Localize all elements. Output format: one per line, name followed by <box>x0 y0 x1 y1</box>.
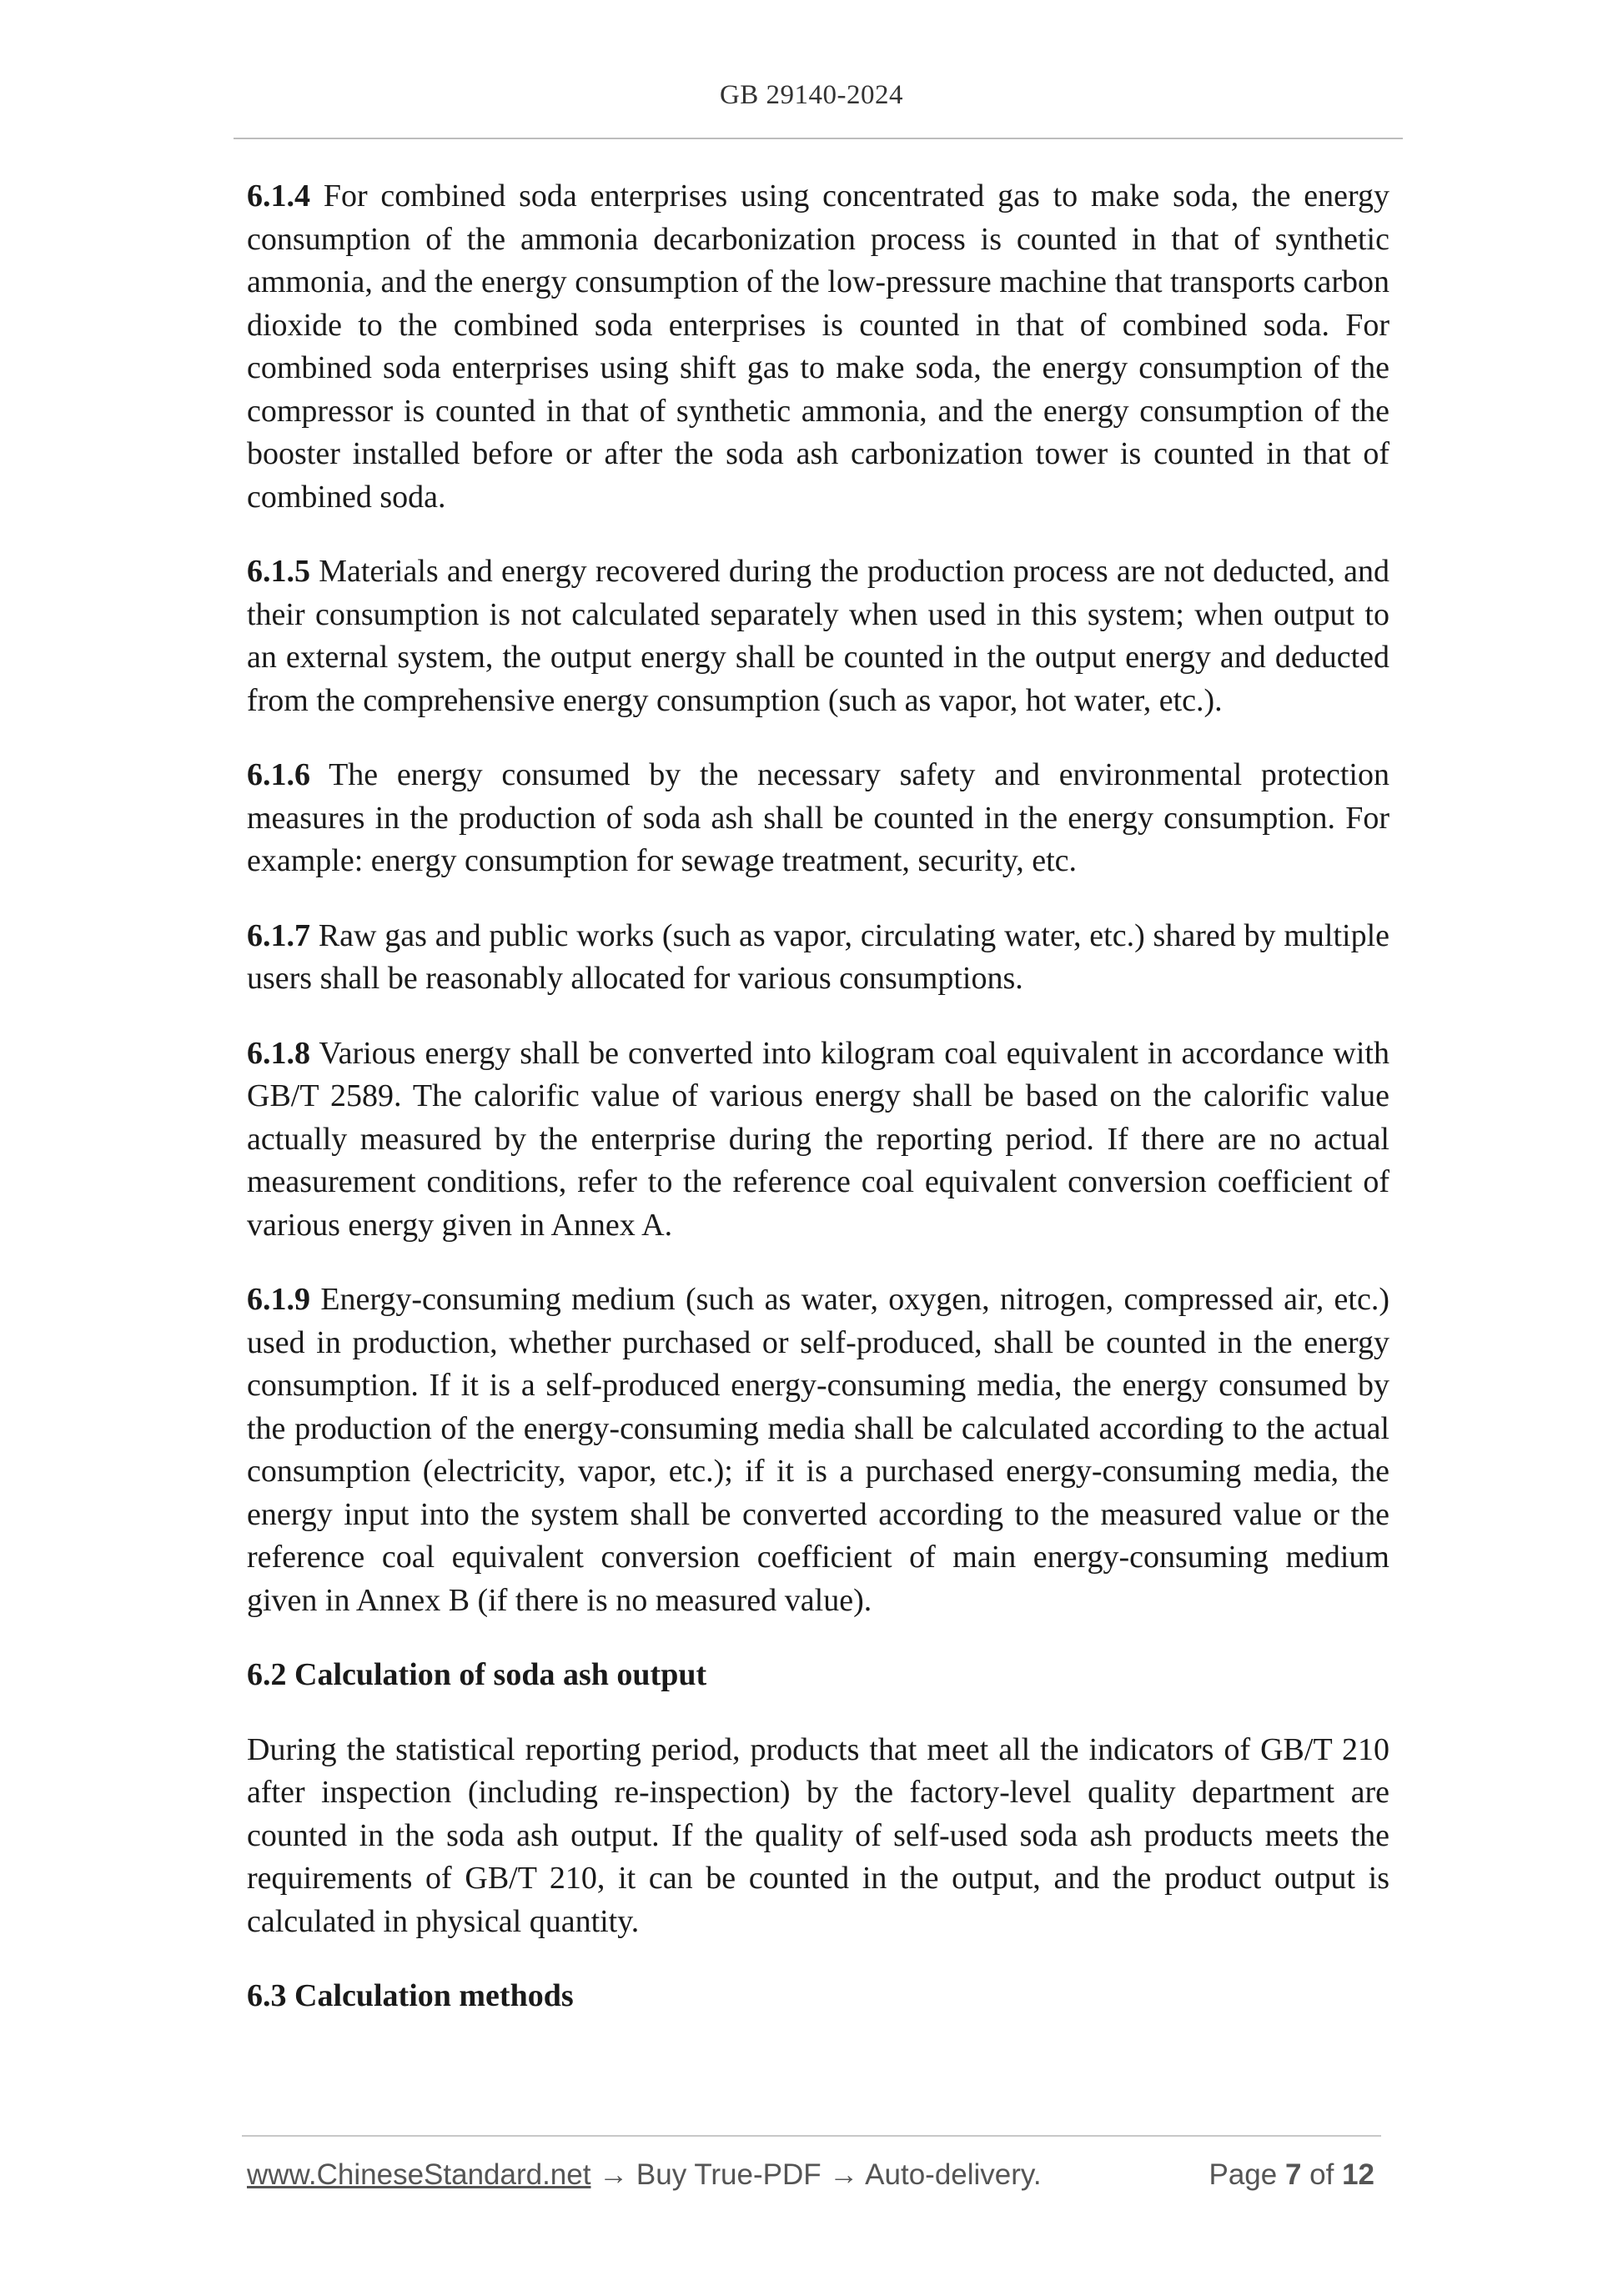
document-header: GB 29140-2024 <box>719 80 904 110</box>
clause-number: 6.1.9 <box>247 1282 310 1317</box>
clause-number: 6.1.5 <box>247 554 310 589</box>
clause-text: Raw gas and public works (such as vapor, circulating water, etc.) shared by multiple users shall be reasonably allocated for various consumptions. <box>247 917 1389 996</box>
clause-text: Materials and energy recovered during the production process are not deducted, and their consumption is not calculated separately when used in this system; when output to an external system, the output energy shall be counted in the output energy and deducted from the comprehensive energy consumption (such as vapor, hot water, etc.). <box>247 554 1389 718</box>
footer-promo <box>247 2158 1042 2192</box>
clause-number: 6.1.6 <box>247 757 310 792</box>
clause-text: The energy consumed by the necessary safety and environmental protection measures in the production of soda ash shall be counted in the energy consumption. For example: energy consumption for sewage treatment, security, etc. <box>247 757 1389 878</box>
clause-text: Energy-consuming medium (such as water, oxygen, nitrogen, compressed air, etc.) used in production, whether purchased or self-produced, shall be counted in the energy consumption. If it is a self-produced energy-consuming media, the energy consumed by the production of the energy-consuming media shall be calculated according to the actual consumption (electricity, vapor, etc.); if it is a purchased energy-consuming media, the energy input into the system shall be converted according to the measured value or the reference coal equivalent conversion coefficient of main energy-consuming medium given in Annex B (if there is no measured value). <box>247 1282 1389 1618</box>
page-label: Page <box>1208 2158 1285 2191</box>
clause-number: 6.1.8 <box>247 1035 310 1071</box>
page-indicator <box>1208 2158 1374 2192</box>
footer-promo-text: → Buy True-PDF → Auto-delivery. <box>590 2158 1042 2191</box>
clause-6-1-6 <box>247 754 1389 883</box>
page-current: 7 <box>1284 2158 1302 2191</box>
section-heading-6-3: 6.3 Calculation methods <box>247 1978 574 2013</box>
clause-6-1-8 <box>247 1032 1389 1248</box>
section-6-2-text: During the statistical reporting period, products that meet all the indicators of GB/T 210 after inspection (including re-inspection) by the factory-level quality department are counted in the soda ash output. If the quality of self-used soda ash products meets the requirements of GB/T 210, it can be counted in the output, and the product output is calculated in physical quantity. <box>247 1731 1389 1939</box>
clause-text: For combined soda enterprises using concentrated gas to make soda, the energy consumption of the ammonia decarbonization process is counted in that of synthetic ammonia, and the energy consumption of the low-pressure machine that transports carbon dioxide to the combined soda enterprises is counted in that of combined soda. For combined soda enterprises using shift gas to make soda, the energy consumption of the compressor is counted in that of synthetic ammonia, and the energy consumption of the booster installed before or after the soda ash carbonization tower is counted in that of combined soda. <box>247 178 1389 515</box>
footer-divider <box>242 2135 1381 2137</box>
page-total: 12 <box>1342 2158 1374 2191</box>
clause-text: Various energy shall be converted into kilogram coal equivalent in accordance with GB/T 2589. The calorific value of various energy shall be based on the calorific value actually measured by the enterprise during the reporting period. If there are no actual measurement conditions, refer to the reference coal equivalent conversion coefficient of various energy given in Annex A. <box>247 1035 1389 1243</box>
website-link[interactable]: www.ChineseStandard.net <box>247 2158 591 2191</box>
clause-number: 6.1.4 <box>247 178 310 214</box>
clause-6-1-4 <box>247 175 1389 519</box>
clause-6-1-5 <box>247 550 1389 722</box>
document-body <box>247 175 1389 2050</box>
section-heading-6-2: 6.2 Calculation of soda ash output <box>247 1657 707 1692</box>
page-of-label: of <box>1301 2158 1343 2191</box>
header-divider <box>234 138 1403 139</box>
clause-6-1-7 <box>247 915 1389 1001</box>
clause-number: 6.1.7 <box>247 917 310 953</box>
clause-6-1-9 <box>247 1279 1389 1622</box>
